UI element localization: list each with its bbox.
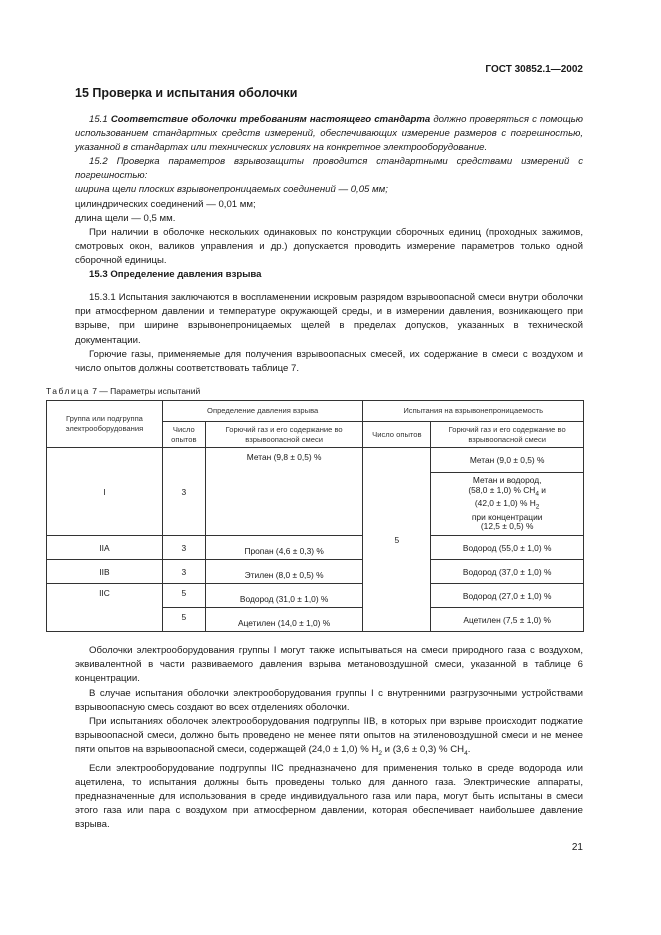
header-count: Число опытов [162,422,205,448]
document-code: ГОСТ 30852.1—2002 [485,64,583,75]
p15-2-line3: длина щели — 0,5 мм. [75,212,176,224]
imp-gas-cell: Водород (37,0 ± 1,0) % [431,560,584,584]
header-group: Группа или подгруппа электрооборудования [47,401,163,448]
group-cell: IIB [47,560,163,584]
p15-2-note: При наличии в оболочке нескольких одинаковых по конструкции сборочных единиц (проходных зажимов, смотровых окон, валиков управления и др.) допускается проводить измерение параметров только одной сборочной единицы. [75,227,583,267]
imp-gas-cell: Водород (27,0 ± 1,0) % [431,584,584,608]
mix-text: и [538,484,546,495]
table-row [47,536,584,560]
after-p1: Оболочки электрооборудования группы I могут также испытываться на смеси природного газа с воздухом, эквивалентной в части развиваемого давления взрыва метановоздушной смеси, указанной в таблице 6 концентрации. [75,645,583,685]
after-p3-text: При испытаниях оболочек электрооборудования подгруппы IIB, в которых при взрыве происходит поджатие взрывоопасной смеси, должно быть проведено не менее пяти опытов на этиленовоздушной смеси и не менее пяти опытов на взрывоопасной смеси, содержащей (24,0 ± 1,0) % H [75,716,583,756]
test-parameters-table [46,400,584,632]
after-p4: Если электрооборудование подгруппы IIC предназначено для применения только в среде водорода или ацетилена, то испытания должны быть проведены только для данного газа. Электрические аппараты, предназначенные для использования в среде индивидуального газа или пара, могут быть испытаны в смеси этого газа или пара с воздухом при атмосферном давлении, которая обеспечивает наибольшее давление взрыва. [75,762,583,831]
paragraph-15-1 [75,113,583,156]
mix-line [433,486,581,499]
header-count: Число опытов [363,422,431,448]
header-gas: Горючий газ и его содержание во взрывоопасной смеси [205,422,363,448]
count-cell: 5 [162,608,205,632]
table-caption-word: Таблица [46,386,90,396]
count-cell: 3 [162,448,205,536]
p15-3-2: Горючие газы, применяемые для получения взрывоопасных смесей, их содержание в смеси с воздухом и число опытов должны соответствовать таблице 7. [75,348,583,375]
mix-line [433,499,581,512]
p15-2-line2: цилиндрических соединений — 0,01 мм; [75,198,256,210]
table-caption [46,386,200,396]
count-cell: 3 [162,536,205,560]
group-cell: IIA [47,536,163,560]
subsection-15-3-title: 15.3 Определение давления взрыва [89,269,262,280]
header-pressure: Определение давления взрыва [162,401,363,422]
header-impermeability: Испытания на взрывонепроницаемость [363,401,584,422]
after-p3 [75,715,583,762]
p15-1-number: 15.1 [89,114,108,125]
after-p3-text: и (3,6 ± 0,3) % CH [382,744,465,756]
mix-line: при концентрации [471,511,543,522]
gas-cell: Этилен (8,0 ± 0,5) % [205,560,363,584]
imp-gas-cell: Водород (55,0 ± 1,0) % [431,536,584,560]
p15-1-rest: должно проверяться с помощью использованием стандартных средств измерений, обеспечивающих измерение размеров с погрешностью, указанной в стандартах или технических условиях на конкретное электрооборудование. [75,114,583,154]
mix-line: (12,5 ± 0,5) % [480,521,534,532]
p15-3-1: 15.3.1 Испытания заключаются в воспламенении искровым разрядом взрывоопасной смеси внутри оболочки при атмосферном давлении и температуре окружающей среды, и в измерении давления, возникающего при взрыве, при ширине взрывонепроницаемых щелей в пределах допусков, указанных в технической документации. [75,292,583,346]
group-cell: IIC [47,584,163,632]
after-p3-sub: 2 [378,750,383,758]
section-title: 15 Проверка и испытания оболочки [75,86,298,100]
mix-text: (58,0 ± 1,0) % CH [468,484,536,495]
mix-sub: 4 [535,490,539,498]
imp-gas-cell: Ацетилен (7,5 ± 1,0) % [431,608,584,632]
mix-sub: 2 [535,503,540,511]
gas-cell: Водород (31,0 ± 1,0) % [205,584,363,608]
mix-text: (42,0 ± 1,0) % H [474,498,536,509]
header-gas: Горючий газ и его содержание во взрывоопасной смеси [431,422,584,448]
gas-cell: Метан (9,8 ± 0,5) % [205,448,363,536]
table-row [47,584,584,608]
after-p3-text: . [467,744,471,756]
gas-cell: Ацетилен (14,0 ± 1,0) % [205,608,363,632]
imp-gas-cell: Метан (9,0 ± 0,5) % [431,448,584,473]
p15-2-line1: ширина щели плоских взрывонепроницаемых соединений — 0,05 мм; [75,184,388,196]
count-cell: 3 [162,560,205,584]
after-p3-sub: 4 [464,750,468,758]
p15-1-bold: Соответствие оболочки требованиям настоящего стандарта [110,114,431,125]
imp-gas-cell-mix [431,473,584,536]
paragraph-15-2 [75,155,583,269]
group-cell: I [47,448,163,536]
table-row [47,448,584,473]
page-number: 21 [571,842,583,853]
impermeability-count-cell: 5 [363,448,431,632]
paragraph-15-3 [75,291,583,376]
after-p2: В случае испытания оболочки электрооборудования группы I с внутренними разгрузочными устройствами взрывоопасную смесь создают во всех отделениях оболочки. [75,687,583,713]
table-caption-rest: 7 — Параметры испытаний [92,386,201,396]
p15-2-intro: 15.2 Проверка параметров взрывозащиты проводится стандартными средствами измерений с погрешностью: [75,156,583,182]
gas-cell: Пропан (4,6 ± 0,3) % [205,536,363,560]
count-cell: 5 [162,584,205,608]
post-table-text [75,644,583,833]
mix-line: Метан и водород, [472,474,542,485]
table-row [47,560,584,584]
